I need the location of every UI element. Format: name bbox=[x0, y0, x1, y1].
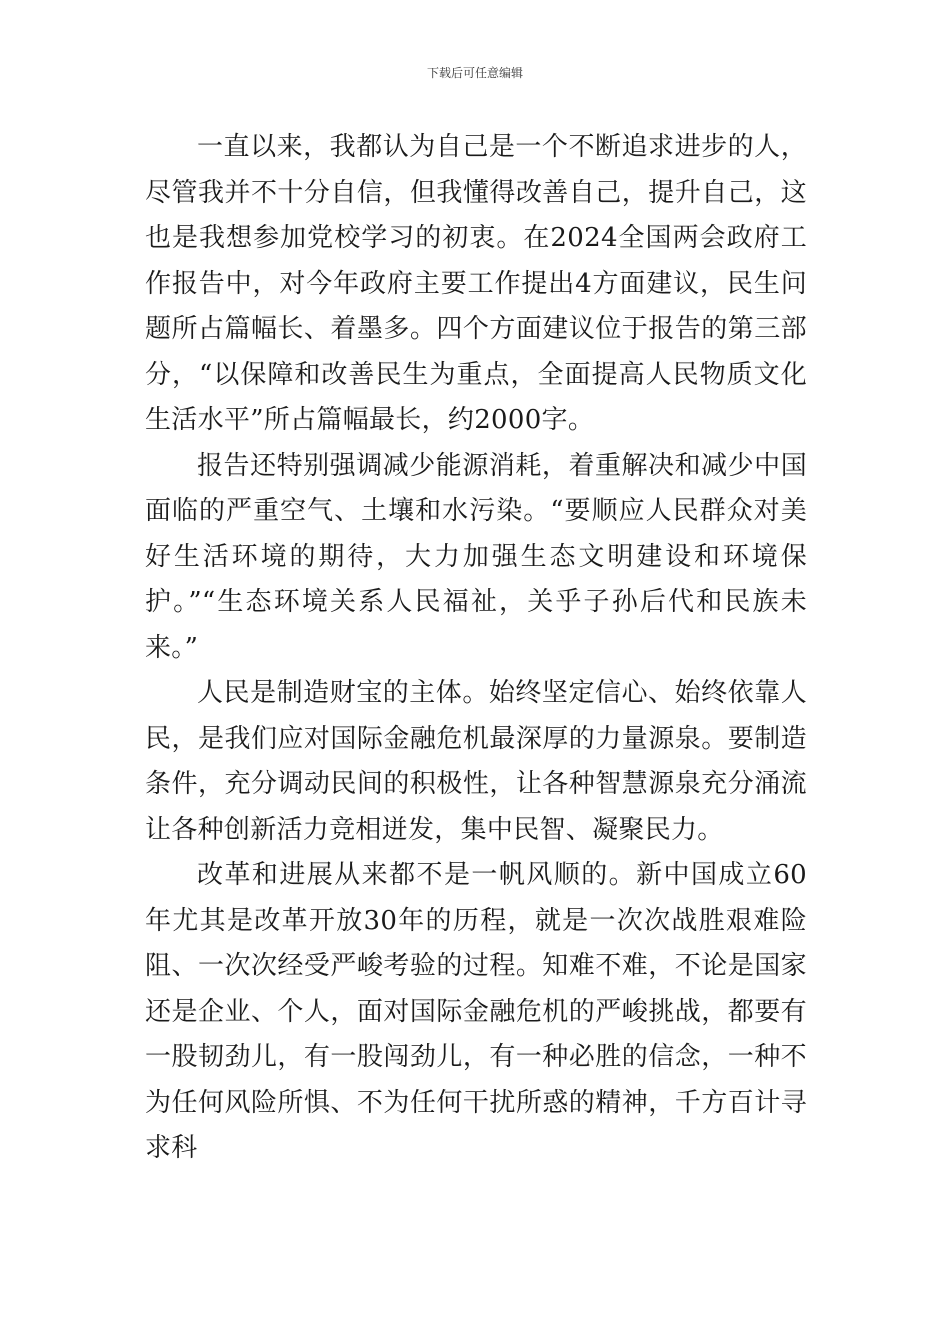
page-header: 下载后可任意编辑 bbox=[426, 66, 523, 80]
document-body bbox=[145, 125, 807, 1172]
paragraph-1: 一直以来，我都认为自己是一个不断追求进步的人，尽管我并不十分自信，但我懂得改善自己，提升自己，这也是我想参加党校学习的初衷。在2024全国两会政府工作报告中，对今年政府主要工作提出4方面建议，民生问题所占篇幅长、着墨多。四个方面建议位于报告的第三部分，“以保障和改善民生为重点，全面提高人民物质文化生活水平”所占篇幅最长，约2000字。 bbox=[145, 132, 807, 435]
paragraph-2: 报告还特别强调减少能源消耗，着重解决和减少中国面临的严重空气、土壤和水污染。“要顺应人民群众对美好生活环境的期待，大力加强生态文明建设和环境保护。”“生态环境关系人民福祉，关乎子孙后代和民族未来。” bbox=[145, 450, 807, 663]
paragraph-3: 人民是制造财宝的主体。始终坚定信心、始终依靠人民，是我们应对国际金融危机最深厚的力量源泉。要制造条件，充分调动民间的积极性，让各种智慧源泉充分涌流让各种创新活力竞相迸发，集中民智、凝聚民力。 bbox=[145, 678, 807, 845]
paragraph-4: 改革和进展从来都不是一帆风顺的。新中国成立60年尤其是改革开放30年的历程，就是一次次战胜艰难险阻、一次次经受严峻考验的过程。知难不难，不论是国家还是企业、个人，面对国际金融危机的严峻挑战，都要有一股韧劲儿，有一股闯劲儿，有一种必胜的信念，一种不为任何风险所惧、不为任何干扰所惑的精神，千方百计寻求科 bbox=[145, 860, 807, 1163]
